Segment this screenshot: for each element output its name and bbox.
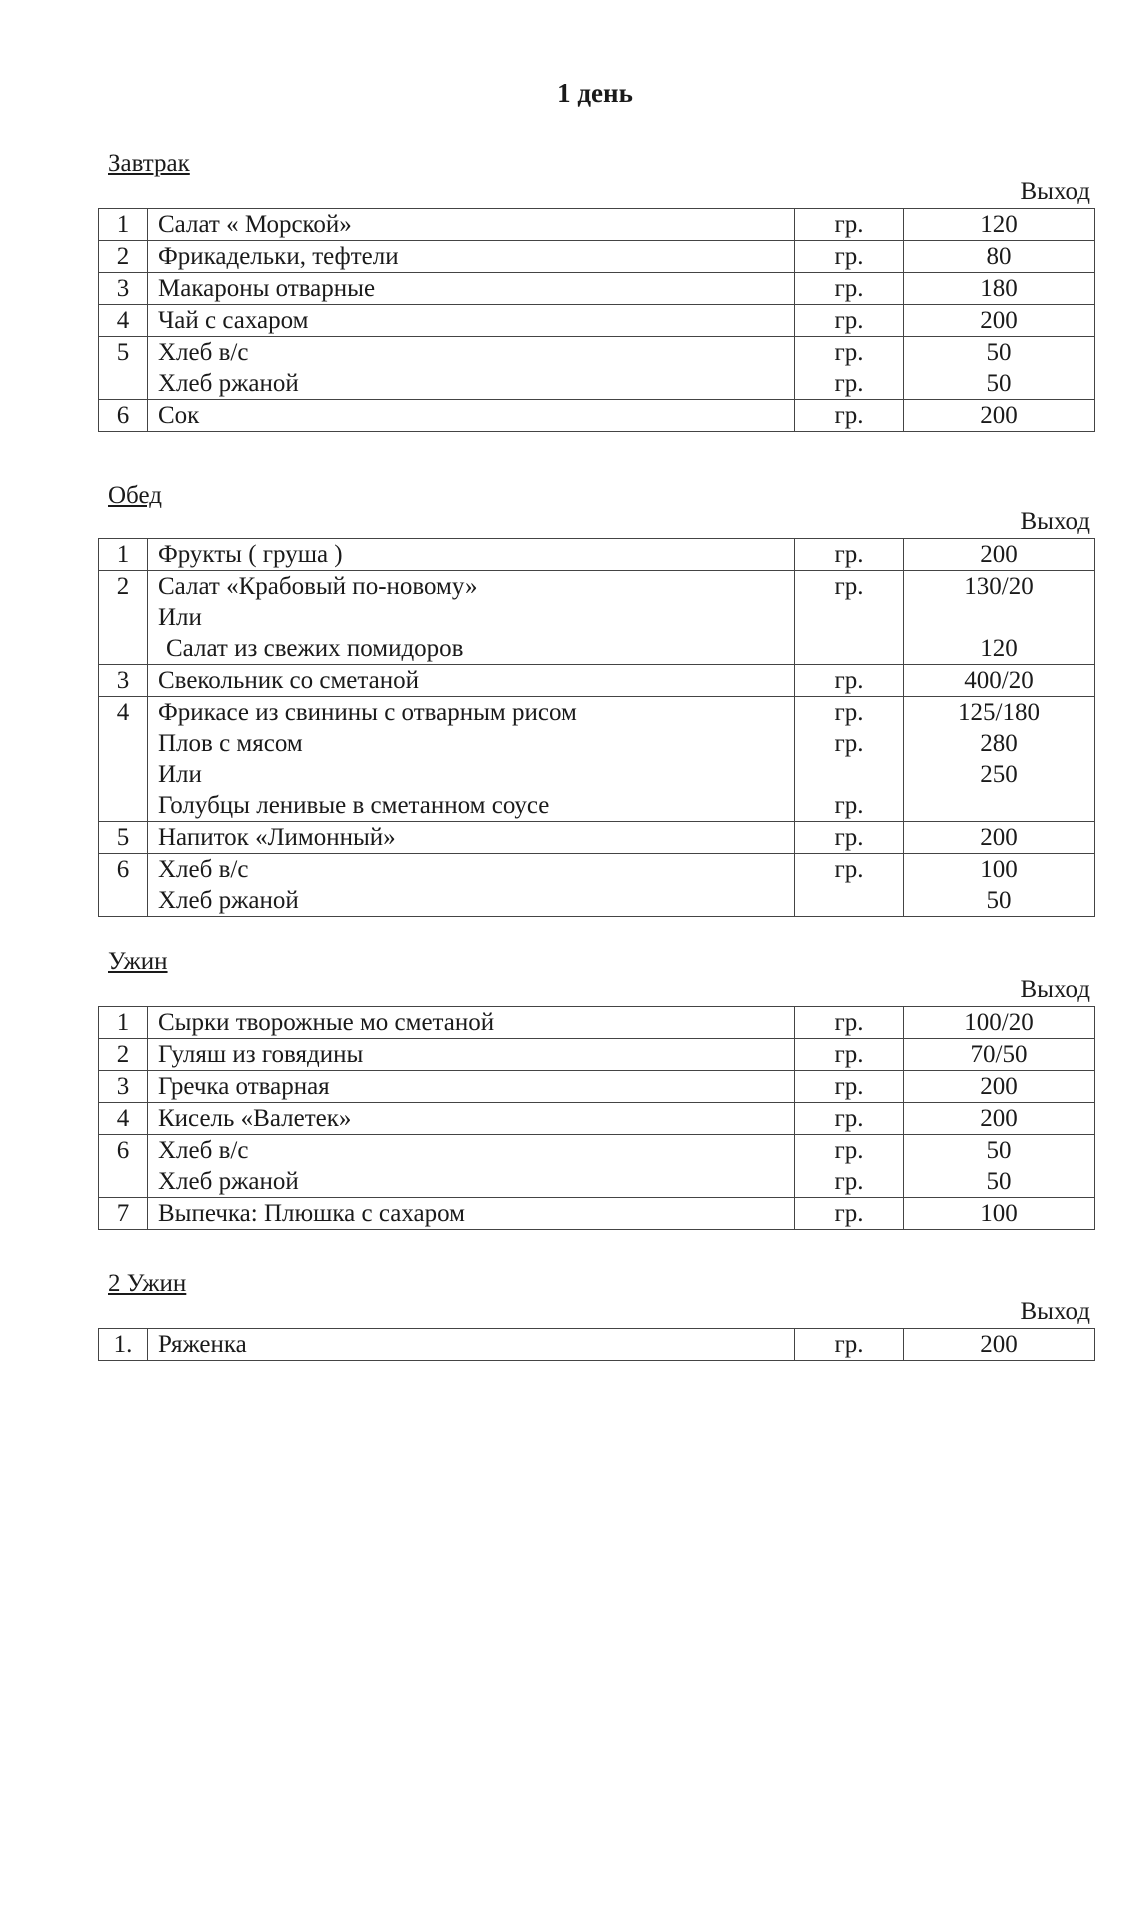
unit-label-cell [795, 665, 904, 697]
yield-value-cell [904, 697, 1095, 822]
dish-name-cell [148, 665, 795, 697]
row-number [99, 400, 148, 432]
dish-name: Салат « Морской» [158, 211, 352, 238]
row-number-text: 4 [116, 699, 130, 726]
dish-name-cell [148, 1007, 795, 1039]
unit-label: гр. [834, 1137, 864, 1164]
unit-label: гр. [834, 275, 864, 302]
dish-name: Хлеб в/с [158, 339, 249, 366]
unit-label-cell [795, 305, 904, 337]
dish-name-cell [148, 337, 795, 400]
section-heading-lunch: Обед [108, 482, 162, 509]
unit-label-cell [795, 209, 904, 241]
table-row [99, 400, 1095, 432]
yield-value-cell [904, 1329, 1095, 1361]
menu-table-dinner [98, 1006, 1095, 1230]
yield-value-cell [904, 571, 1095, 665]
page-title: 1 день [557, 78, 633, 108]
unit-label-cell [795, 697, 904, 822]
dish-name: Плов с мясом [158, 730, 303, 757]
dish-name-cell [148, 822, 795, 854]
table-row [99, 209, 1095, 241]
yield-value: 50 [986, 1168, 1012, 1195]
unit-label: гр. [834, 1009, 864, 1036]
yield-value-cell [904, 400, 1095, 432]
table-row [99, 571, 1095, 665]
dish-name-cell [148, 539, 795, 571]
dish-name: Выпечка: Плюшка с сахаром [158, 1200, 465, 1227]
yield-value: 400/20 [964, 667, 1034, 694]
yield-value: 200 [980, 307, 1018, 334]
dish-name: Хлеб ржаной [158, 1168, 299, 1195]
yield-value: 100 [980, 856, 1018, 883]
dish-name: Гуляш из говядины [158, 1041, 364, 1068]
row-number [99, 337, 148, 400]
yield-value: 125/180 [958, 699, 1040, 726]
row-number-text: 6 [116, 1137, 130, 1164]
yield-value-cell [904, 822, 1095, 854]
unit-label-cell [795, 400, 904, 432]
yield-value: 200 [980, 1073, 1018, 1100]
dish-name: Ряженка [158, 1331, 247, 1358]
yield-value: 200 [980, 402, 1018, 429]
dish-name-cell [148, 305, 795, 337]
unit-label: гр. [834, 1105, 864, 1132]
dish-name-cell [148, 854, 795, 917]
yield-label-dinner: Выход [1020, 976, 1090, 1003]
table-row [99, 273, 1095, 305]
dish-name-cell [148, 1198, 795, 1230]
dish-name: Фрикасе из свинины с отварным рисом [158, 699, 577, 726]
unit-label: гр. [834, 824, 864, 851]
dish-name-cell [148, 209, 795, 241]
yield-value [904, 602, 1094, 633]
unit-label [795, 885, 903, 916]
row-number [99, 665, 148, 697]
yield-value-cell [904, 1103, 1095, 1135]
yield-value [904, 790, 1094, 821]
dish-name: Салат «Крабовый по-новому» [158, 573, 478, 600]
yield-value-cell [904, 1007, 1095, 1039]
dish-name: Кисель «Валетек» [158, 1105, 352, 1132]
dish-name: Сырки творожные мо сметаной [158, 1009, 495, 1036]
section-heading-second-dinner: 2 Ужин [108, 1270, 187, 1297]
dish-name: Чай с сахаром [158, 307, 309, 334]
row-number [99, 697, 148, 822]
unit-label-cell [795, 571, 904, 665]
row-number-text: 3 [116, 667, 130, 694]
dish-name-cell [148, 697, 795, 822]
yield-value: 50 [986, 370, 1012, 397]
yield-value: 100 [980, 1200, 1018, 1227]
unit-label: гр. [834, 1331, 864, 1358]
unit-label-cell [795, 1103, 904, 1135]
section-heading-dinner: Ужин [108, 948, 168, 975]
unit-label: гр. [834, 667, 864, 694]
section-heading-breakfast: Завтрак [108, 150, 190, 177]
yield-value: 250 [980, 761, 1018, 788]
yield-label-breakfast: Выход [1020, 178, 1090, 205]
yield-value: 200 [980, 824, 1018, 851]
yield-value-cell [904, 1135, 1095, 1198]
dish-name-cell [148, 1135, 795, 1198]
dish-name-cell [148, 1071, 795, 1103]
dish-name: Хлеб ржаной [158, 370, 299, 397]
yield-value-cell [904, 1071, 1095, 1103]
yield-value-cell [904, 337, 1095, 400]
yield-value-cell [904, 241, 1095, 273]
table-row [99, 337, 1095, 400]
dish-name-cell [148, 241, 795, 273]
row-number [99, 1039, 148, 1071]
table-row [99, 697, 1095, 822]
unit-label-cell [795, 1198, 904, 1230]
row-number [99, 241, 148, 273]
yield-value: 180 [980, 275, 1018, 302]
dish-name-cell [148, 1103, 795, 1135]
dish-name: Макароны отварные [158, 275, 376, 302]
dish-name: Хлеб в/с [158, 1137, 249, 1164]
dish-name-cell [148, 400, 795, 432]
unit-label-cell [795, 822, 904, 854]
row-number-text: 3 [116, 275, 130, 302]
dish-name: Хлеб ржаной [158, 887, 299, 914]
unit-label-cell [795, 1329, 904, 1361]
row-number-text: 3 [116, 1073, 130, 1100]
row-number-text: 1 [116, 1009, 130, 1036]
yield-value: 120 [980, 211, 1018, 238]
dish-name: Голубцы ленивые в сметанном соусе [158, 792, 550, 819]
table-row [99, 665, 1095, 697]
dish-name-cell [148, 571, 795, 665]
dish-name-cell [148, 1039, 795, 1071]
dish-name: Сок [158, 402, 200, 429]
row-number-text: 1. [113, 1331, 133, 1358]
yield-value-cell [904, 1198, 1095, 1230]
row-number-text: 5 [116, 824, 130, 851]
menu-table-lunch [98, 538, 1095, 917]
unit-label-cell [795, 1071, 904, 1103]
unit-label: гр. [834, 307, 864, 334]
table-row [99, 1007, 1095, 1039]
table-row [99, 854, 1095, 917]
unit-label: гр. [834, 1168, 864, 1195]
table-row [99, 1071, 1095, 1103]
unit-label: гр. [834, 243, 864, 270]
unit-label: гр. [834, 541, 864, 568]
yield-value: 70/50 [970, 1041, 1028, 1068]
row-number [99, 1198, 148, 1230]
row-number [99, 1329, 148, 1361]
yield-value: 100/20 [964, 1009, 1034, 1036]
yield-value-cell [904, 665, 1095, 697]
row-number-text: 2 [116, 1041, 130, 1068]
table-row [99, 539, 1095, 571]
yield-value-cell [904, 273, 1095, 305]
unit-label: гр. [834, 699, 864, 726]
unit-label: гр. [834, 1200, 864, 1227]
row-number-text: 1 [116, 541, 130, 568]
unit-label: гр. [834, 856, 864, 883]
dish-name-cell [148, 273, 795, 305]
row-number [99, 539, 148, 571]
row-number-text: 2 [116, 243, 130, 270]
dish-name: Или [158, 604, 202, 631]
table-row [99, 241, 1095, 273]
unit-label-cell [795, 854, 904, 917]
row-number [99, 854, 148, 917]
yield-value-cell [904, 854, 1095, 917]
unit-label-cell [795, 1007, 904, 1039]
unit-label-cell [795, 337, 904, 400]
row-number-text: 5 [116, 339, 130, 366]
row-number-text: 1 [116, 211, 130, 238]
unit-label: гр. [834, 370, 864, 397]
yield-value: 80 [986, 243, 1012, 270]
dish-name: Напиток «Лимонный» [158, 824, 396, 851]
dish-name-cell [148, 1329, 795, 1361]
table-row [99, 1198, 1095, 1230]
row-number-text: 4 [116, 1105, 130, 1132]
yield-value: 200 [980, 1331, 1018, 1358]
table-row [99, 1039, 1095, 1071]
unit-label [795, 759, 903, 790]
row-number [99, 305, 148, 337]
unit-label: гр. [834, 573, 864, 600]
unit-label-cell [795, 1039, 904, 1071]
yield-label-second-dinner: Выход [1020, 1298, 1090, 1325]
unit-label-cell [795, 273, 904, 305]
menu-table-breakfast [98, 208, 1095, 432]
table-row [99, 1135, 1095, 1198]
yield-label-lunch: Выход [1020, 508, 1090, 535]
row-number [99, 1103, 148, 1135]
yield-value-cell [904, 1039, 1095, 1071]
unit-label-cell [795, 241, 904, 273]
yield-value-cell [904, 539, 1095, 571]
row-number [99, 1071, 148, 1103]
row-number-text: 4 [116, 307, 130, 334]
dish-name: Фрукты ( груша ) [158, 541, 343, 568]
dish-name: Или [158, 761, 202, 788]
row-number [99, 571, 148, 665]
table-row [99, 1103, 1095, 1135]
row-number [99, 273, 148, 305]
dish-name: Салат из свежих помидоров [166, 635, 464, 662]
dish-name: Фрикадельки, тефтели [158, 243, 399, 270]
row-number [99, 822, 148, 854]
row-number-text: 2 [116, 573, 130, 600]
yield-value: 50 [986, 1137, 1012, 1164]
yield-value: 130/20 [964, 573, 1034, 600]
yield-value-cell [904, 209, 1095, 241]
dish-name: Хлеб в/с [158, 856, 249, 883]
unit-label-cell [795, 1135, 904, 1198]
unit-label [795, 602, 903, 633]
unit-label: гр. [834, 211, 864, 238]
unit-label-cell [795, 539, 904, 571]
unit-label: гр. [834, 1073, 864, 1100]
row-number-text: 7 [116, 1200, 130, 1227]
dish-name: Гречка отварная [158, 1073, 330, 1100]
menu-table-second-dinner [98, 1328, 1095, 1361]
yield-value: 200 [980, 1105, 1018, 1132]
row-number-text: 6 [116, 856, 130, 883]
unit-label: гр. [834, 730, 864, 757]
table-row [99, 305, 1095, 337]
yield-value: 120 [980, 635, 1018, 662]
unit-label: гр. [834, 1041, 864, 1068]
row-number [99, 1007, 148, 1039]
table-row [99, 822, 1095, 854]
row-number-text: 6 [116, 402, 130, 429]
table-row [99, 1329, 1095, 1361]
yield-value-cell [904, 305, 1095, 337]
dish-name: Свекольник со сметаной [158, 667, 419, 694]
yield-value: 50 [986, 339, 1012, 366]
unit-label: гр. [834, 339, 864, 366]
yield-value: 200 [980, 541, 1018, 568]
unit-label [795, 633, 903, 664]
row-number [99, 209, 148, 241]
yield-value: 50 [986, 887, 1012, 914]
unit-label: гр. [834, 402, 864, 429]
unit-label: гр. [834, 792, 864, 819]
row-number [99, 1135, 148, 1198]
yield-value: 280 [980, 730, 1018, 757]
